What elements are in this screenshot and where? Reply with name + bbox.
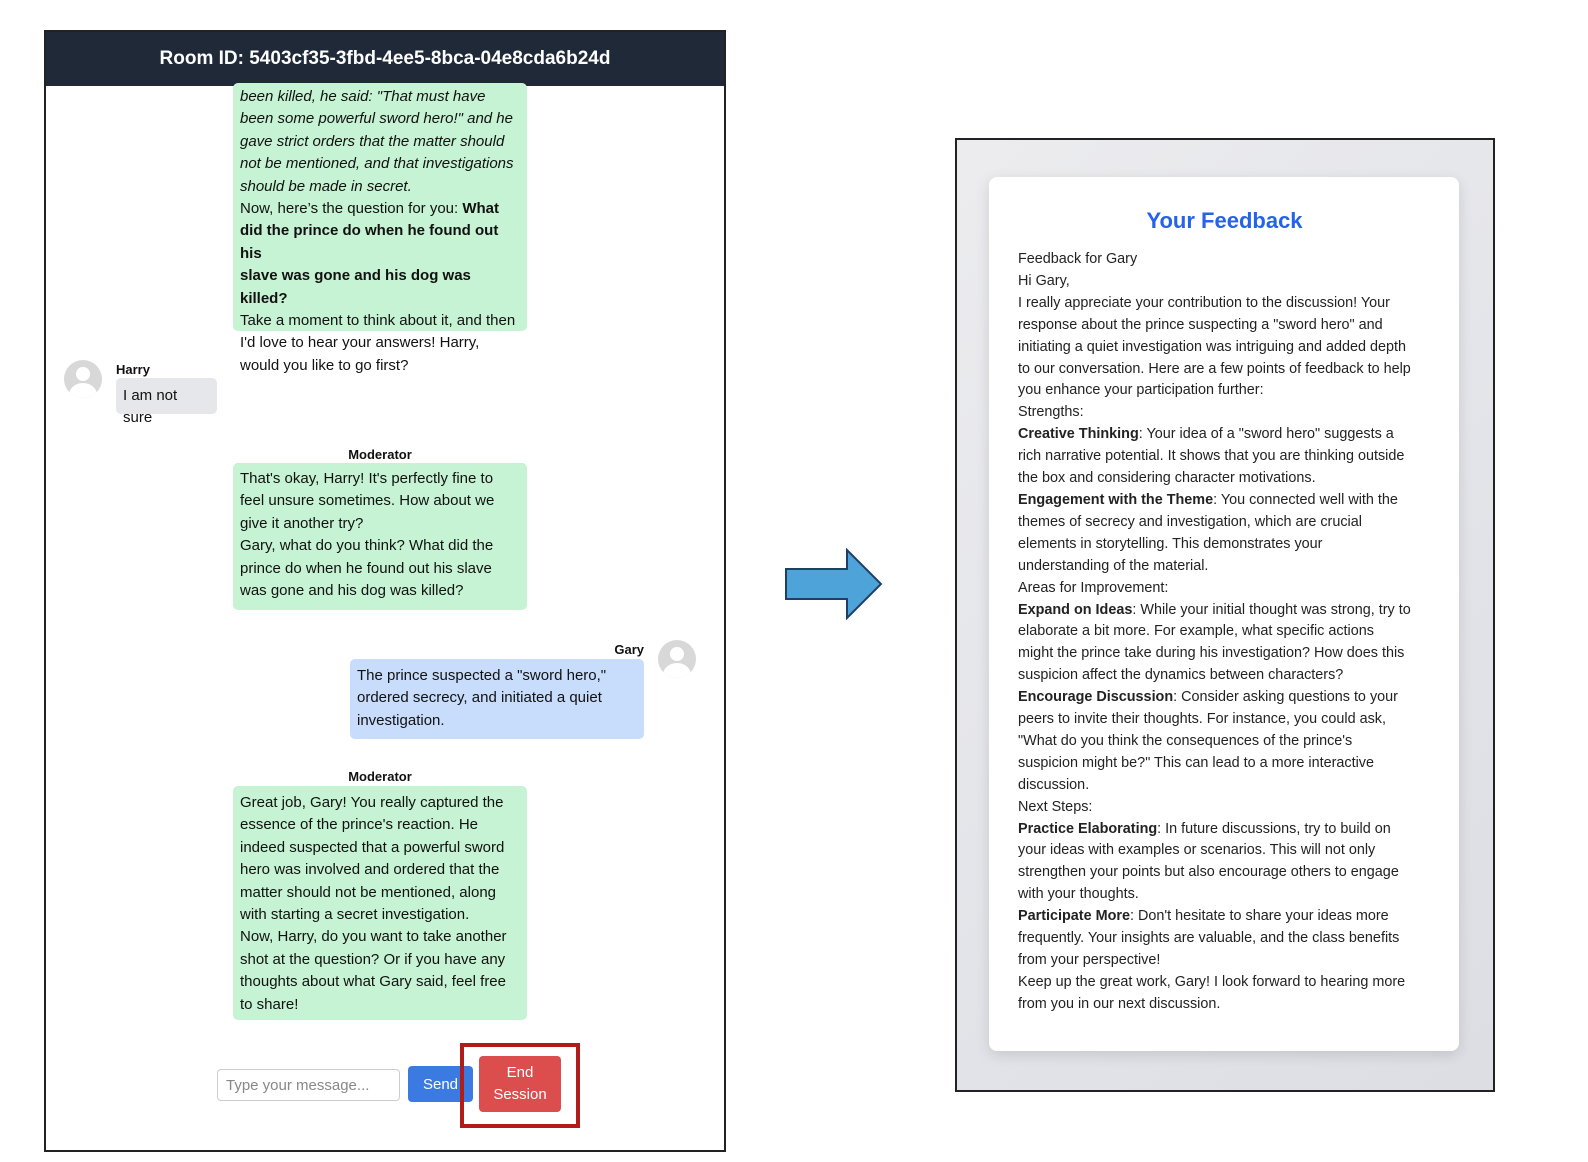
feedback-line: suspicion might be?" This can lead to a more interactive [1018,754,1374,771]
message-line: slave was gone and his dog was killed? [240,267,471,307]
message-line: to share! [240,995,299,1013]
message-line: Take a moment to think about it, and then [240,312,516,330]
moderator-message [233,463,527,610]
feedback-line: suspicion affect the dynamics between characters? [1018,667,1344,684]
user-message [350,659,644,739]
message-line: indeed suspected that a powerful sword [240,838,505,856]
feedback-line: Next Steps: [1018,798,1093,815]
send-button[interactable]: Send [408,1066,473,1102]
feedback-card [989,177,1459,1051]
feedback-line: Practice Elaborating: In future discussions, try to build on [1018,820,1391,837]
message-line: with starting a secret investigation. [240,906,470,924]
feedback-line: frequently. Your insights are valuable, and the class benefits [1018,930,1400,947]
room-id-label: Room ID: 5403cf35-3fbd-4ee5-8bca-04e8cda6b24d [159,48,611,69]
feedback-line: initiating a quiet investigation was intriguing and added depth [1018,338,1407,355]
message-line: Gary, what do you think? What did the [240,537,494,555]
feedback-line: rich narrative potential. It shows that you are thinking outside [1018,448,1405,465]
feedback-line: Keep up the great work, Gary! I look forward to hearing more [1018,973,1406,990]
user-avatar-icon [658,640,696,678]
sender-name: Moderator [348,769,412,784]
message-line: investigation. [357,711,445,729]
feedback-line: Hi Gary, [1018,272,1070,289]
message-line: feel unsure sometimes. How about we [240,492,495,510]
feedback-line: discussion. [1018,776,1090,793]
room-id-header [46,32,724,86]
message-line: hero was involved and ordered that the [240,861,500,879]
moderator-message [233,786,527,1020]
message-line: been some powerful sword hero!" and he [240,110,513,128]
feedback-line: peers to invite their thoughts. For instance, you could ask, [1018,711,1386,728]
feedback-line: Encourage Discussion: Consider asking questions to your [1018,689,1398,706]
feedback-line: with your thoughts. [1018,886,1139,903]
feedback-line: elaborate a bit more. For example, what specific actions [1018,623,1374,640]
chat-window [44,30,726,1152]
message-line: shot at the question? Or if you have any [240,950,506,968]
sender-name: Moderator [348,447,412,462]
message-line: I am not sure [123,387,178,427]
message-line: not be mentioned, and that investigations [240,155,514,173]
feedback-line: the box and considering character motivations. [1018,470,1316,487]
message-line: Great job, Gary! You really captured the [240,794,504,811]
feedback-line: I really appreciate your contribution to the discussion! Your [1018,294,1390,311]
feedback-line: from you in our next discussion. [1018,995,1221,1012]
feedback-line: "What do you think the consequences of the prince's [1018,732,1353,749]
sender-name: Gary [614,642,644,657]
feedback-line: understanding of the material. [1018,557,1209,574]
feedback-line: to our conversation. Here are a few points of feedback to help [1018,360,1411,377]
feedback-line: Areas for Improvement: [1018,579,1169,596]
message-line: The prince suspected a "sword hero," [357,667,607,684]
message-line: Now, Harry, do you want to take another [240,928,507,946]
feedback-title: Your Feedback [1146,208,1303,233]
feedback-line: your ideas with examples or scenarios. This will not only [1018,842,1376,859]
feedback-line: Engagement with the Theme: You connected well with the [1018,491,1398,508]
message-line: That's okay, Harry! It's perfectly fine to [240,470,494,487]
highlight-box [460,1043,580,1128]
feedback-line: from your perspective! [1018,952,1161,968]
message-line: did the prince do when he found out his [240,222,499,262]
message-line: matter should not be mentioned, along [240,883,497,901]
feedback-line: Expand on Ideas: While your initial thought was strong, try to [1018,601,1411,618]
message-line: gave strict orders that the matter should [240,132,505,150]
message-line: ordered secrecy, and initiated a quiet [357,689,602,707]
message-line: was gone and his dog was killed? [240,582,464,600]
feedback-line: Feedback for Gary [1018,251,1138,267]
chat-messages[interactable] [46,86,724,1152]
moderator-message [233,83,527,374]
message-line: been killed, he said: "That must have [240,88,486,105]
message-line: should be made in secret. [240,177,412,195]
feedback-line: response about the prince suspecting a "sword hero" and [1018,316,1383,333]
feedback-line: Participate More: Don't hesitate to share your ideas more [1018,908,1389,925]
feedback-panel [955,138,1495,1092]
message-line: essence of the prince's reaction. He [240,816,478,834]
peer-message [116,378,217,427]
user-avatar-icon [64,360,102,398]
end-session-button[interactable]: End Session [479,1056,561,1112]
message-line: prince do when he found out his slave [240,559,492,577]
message-line: would you like to go first? [240,356,409,374]
feedback-line: Strengths: [1018,404,1084,421]
message-line: I'd love to hear your answers! Harry, [240,334,480,352]
feedback-body [1018,249,1431,1016]
feedback-line: elements in storytelling. This demonstrates your [1018,535,1323,552]
feedback-line: you enhance your participation further: [1018,382,1264,399]
message-line: Now, here’s the question for you: What [240,200,500,218]
message-line: give it another try? [240,514,364,532]
feedback-line: themes of secrecy and investigation, which are crucial [1018,513,1362,530]
message-line: thoughts about what Gary said, feel free [240,973,506,991]
feedback-line: Creative Thinking: Your idea of a "sword hero" suggests a [1018,426,1394,443]
right-arrow-icon [785,548,885,620]
sender-name: Harry [116,362,150,377]
feedback-line: might the prince take during his investigation? How does this [1018,645,1405,662]
feedback-line: strengthen your points but also encourage others to engage [1018,864,1399,881]
message-input[interactable] [217,1069,400,1101]
